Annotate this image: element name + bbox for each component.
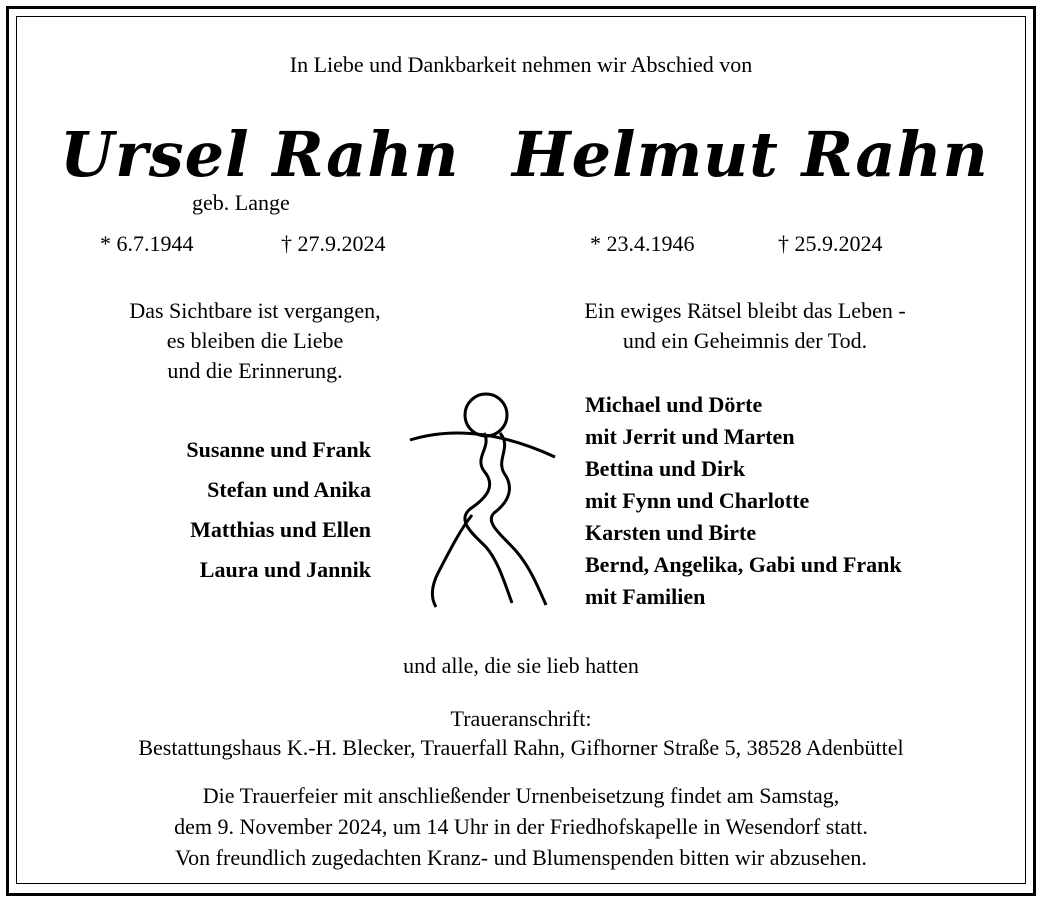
path-line-outer bbox=[432, 515, 472, 607]
sun-circle bbox=[465, 394, 507, 436]
family-left bbox=[186, 430, 371, 590]
name-ursel: Ursel Rahn bbox=[60, 118, 460, 191]
family-left-item: Matthias und Ellen bbox=[190, 517, 371, 542]
poem-left-line: und die Erinnerung. bbox=[167, 358, 343, 383]
ceremony-line: dem 9. November 2024, um 14 Uhr in der Friedhofskapelle in Wesendorf statt. bbox=[174, 814, 868, 839]
birth-date-helmut: * 23.4.1946 bbox=[590, 231, 695, 256]
ceremony-line: Von freundlich zugedachten Kranz- und Blumenspenden bitten wir abzusehen. bbox=[175, 845, 867, 870]
death-date-ursel: † 27.9.2024 bbox=[281, 231, 386, 256]
poem-left bbox=[70, 296, 440, 386]
family-right-item: Bernd, Angelika, Gabi und Frank bbox=[585, 552, 902, 577]
ceremony-line: Die Trauerfeier mit anschließender Urnenbeisetzung findet am Samstag, bbox=[202, 783, 840, 808]
family-right-item: mit Fynn und Charlotte bbox=[585, 488, 810, 513]
poem-right-line: Ein ewiges Rätsel bleibt das Leben - bbox=[584, 298, 906, 323]
birth-date-ursel: * 6.7.1944 bbox=[100, 231, 194, 256]
family-right-item: Bettina und Dirk bbox=[585, 456, 746, 481]
family-right-item: Michael und Dörte bbox=[585, 392, 763, 417]
path-sun-icon bbox=[400, 385, 570, 615]
path-line-left bbox=[465, 433, 512, 603]
poem-right bbox=[525, 296, 965, 356]
address: Bestattungshaus K.-H. Blecker, Trauerfall Rahn, Gifhorner Straße 5, 38528 Adenbüttel bbox=[138, 735, 904, 760]
family-right-item: mit Familien bbox=[585, 584, 706, 609]
family-right-item: Karsten und Birte bbox=[585, 520, 757, 545]
path-line-right bbox=[491, 433, 546, 605]
poem-left-line: Das Sichtbare ist vergangen, bbox=[129, 298, 381, 323]
intro-text: In Liebe und Dankbarkeit nehmen wir Abschied von bbox=[289, 52, 753, 77]
family-right bbox=[585, 389, 902, 613]
family-left-item: Susanne und Frank bbox=[186, 437, 371, 462]
poem-right-line: und ein Geheimnis der Tod. bbox=[622, 328, 868, 353]
family-left-item: Stefan und Anika bbox=[207, 477, 371, 502]
family-right-item: mit Jerrit und Marten bbox=[585, 424, 795, 449]
family-left-item: Laura und Jannik bbox=[199, 557, 371, 582]
ceremony-info bbox=[0, 780, 1042, 873]
maiden-name: geb. Lange bbox=[192, 190, 290, 215]
death-date-helmut: † 25.9.2024 bbox=[778, 231, 883, 256]
closing-text: und alle, die sie lieb hatten bbox=[403, 653, 639, 678]
name-helmut: Helmut Rahn bbox=[512, 118, 989, 191]
poem-left-line: es bleiben die Liebe bbox=[166, 328, 344, 353]
address-label: Traueranschrift: bbox=[450, 706, 592, 731]
